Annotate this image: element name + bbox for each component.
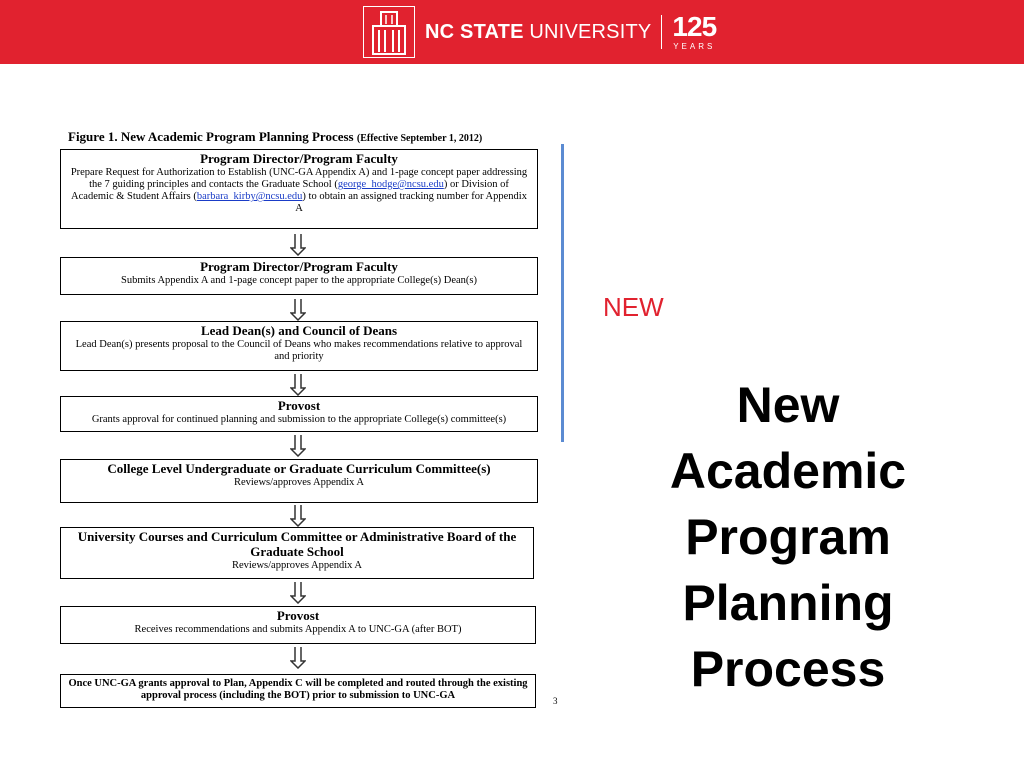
flow-step-desc-part: ) or Division of Academic & Student Affairs (: [71, 179, 509, 203]
down-arrow-icon: [290, 299, 306, 321]
anniversary-number: 125: [672, 11, 717, 42]
graduate-school-email-link[interactable]: george_hodge@ncsu.edu: [337, 179, 444, 190]
slide-title: New Academic Program Planning Process: [669, 377, 907, 697]
flow-step-title: Program Director/Program Faculty: [200, 151, 398, 166]
vertical-divider: [561, 144, 564, 442]
down-arrow-icon: [290, 505, 306, 527]
brand-bold: NC STATE: [425, 20, 524, 43]
flow-step-title: Program Director/Program Faculty: [200, 259, 398, 274]
flow-step-3: [60, 321, 538, 371]
academic-affairs-email-link[interactable]: barbara_kirby@ncsu.edu: [196, 191, 303, 203]
down-arrow-icon: [290, 374, 306, 396]
flow-step-desc-part: Prepare Request for Authorization to Establish (UNC-GA Appendix A) and 1-page concept paper addressing the 7 guiding principles and contacts the Graduate School (: [70, 166, 528, 190]
flow-step-title: Lead Dean(s) and Council of Deans: [200, 323, 398, 338]
university-name: [425, 21, 651, 44]
flow-step-6: [60, 527, 534, 579]
flow-step-5: [60, 459, 538, 503]
down-arrow-icon: [290, 582, 306, 604]
flow-step-7: [60, 606, 536, 644]
anniversary-mark: [672, 13, 716, 51]
flow-step-desc: Lead Dean(s) presents proposal to the Council of Deans who makes recommendations relative to approval and priority: [75, 338, 523, 362]
figure-page-number: 3: [553, 696, 558, 706]
flow-step-desc: Reviews/approves Appendix A: [231, 559, 363, 571]
brick-tower-icon: [363, 6, 415, 58]
down-arrow-icon: [290, 435, 306, 457]
flow-step-1: [60, 149, 538, 229]
flow-step-2: [60, 257, 538, 295]
logo-divider: [661, 15, 662, 49]
anniversary-word: YEARS: [673, 42, 716, 51]
flow-step-title: Provost: [276, 608, 320, 623]
flow-step-desc: Grants approval for continued planning and submission to the appropriate College(s) committee(s): [91, 413, 507, 425]
figure-title-main: Figure 1. New Academic Program Planning Process: [68, 129, 354, 144]
university-logo[interactable]: [363, 6, 716, 58]
flow-step-desc-part: ) to obtain an assigned tracking number for Appendix A: [295, 191, 527, 215]
new-label: NEW: [603, 292, 664, 322]
flow-step-desc: Receives recommendations and submits Appendix A to UNC-GA (after BOT): [134, 623, 462, 635]
flow-step-final: Once UNC-GA grants approval to Plan, Appendix C will be completed and routed through the existing approval process (including the BOT) prior to submission to UNC-GA: [68, 678, 528, 702]
flow-step-4: [60, 396, 538, 432]
flow-step-desc: Submits Appendix A and 1-page concept paper to the appropriate College(s) Dean(s): [120, 274, 478, 286]
flow-step-desc: Reviews/approves Appendix A: [233, 476, 365, 488]
brand-light: UNIVERSITY: [523, 20, 652, 43]
figure-title: [68, 129, 482, 145]
flow-step-title: University Courses and Curriculum Committee or Administrative Board of the Graduate School: [77, 529, 517, 559]
flow-step-title: Provost: [277, 398, 321, 413]
flow-step-title: College Level Undergraduate or Graduate Curriculum Committee(s): [107, 461, 491, 476]
header-banner: [0, 0, 1024, 64]
flow-step-desc: [67, 167, 531, 215]
figure-title-effective: (Effective September 1, 2012): [356, 133, 483, 144]
down-arrow-icon: [290, 647, 306, 669]
down-arrow-icon: [290, 234, 306, 256]
flow-step-8: [60, 674, 536, 708]
